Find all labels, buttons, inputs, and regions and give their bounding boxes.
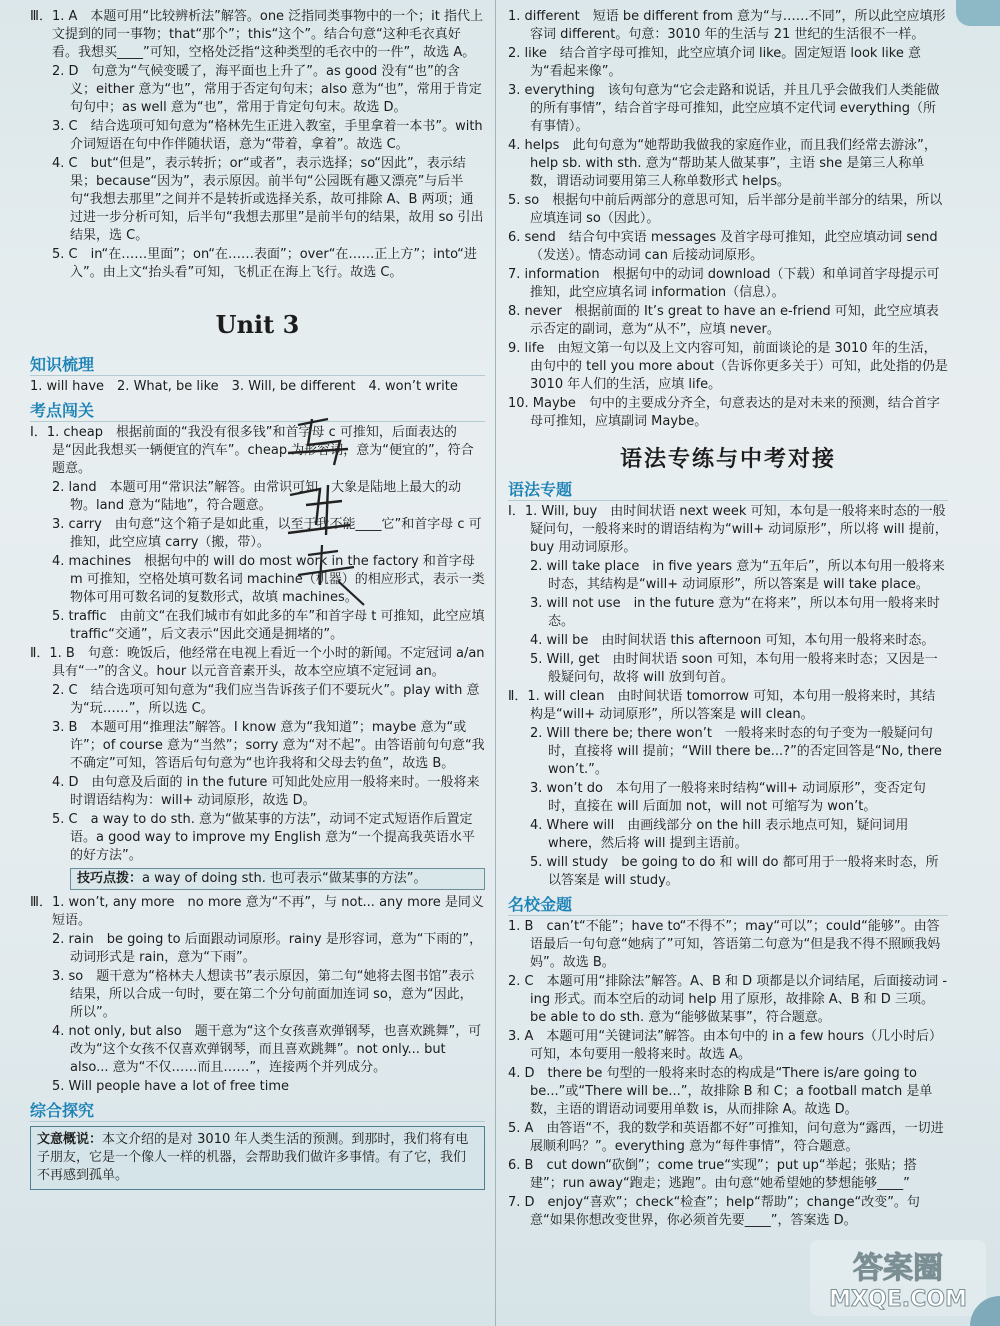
answers-reading [508,8,948,431]
answer-item: 5. so 根据句中前后两部分的意思可知，后半部分是前半部分的结果，所以应填连词 so（因此）。 [508,193,943,226]
watermark-top: 答案圈 [853,1251,943,1286]
section-comprehensive: 综合探究 [30,1102,485,1122]
tip-label: 技巧点拨： [77,871,143,886]
answer-item: 4. Where will 由画线部分 on the hill 表示地点可知，疑问词用 where，然后将 will 提到主语前。 [530,818,909,851]
answer-item: 4. machines 根据句中的 will do most work in the factory 和首字母 m 可推知，空格处填可数名词 machine（机器）的相应形式，表示一类物体可用可数名词的复数形式，故填 machines。 [52,554,485,605]
section-knowledge: 知识梳理 [30,356,485,376]
answer-item: 5. C in“在……里面”；on“在……表面”；over“在……正上方”；into“进入”。由上文“抬头看”可知，飞机正在海上飞行。故选 C。 [52,247,477,280]
grammar-title: 语法专练与中考对接 [619,447,836,472]
answer-item: 5. traffic 由前文“在我们城市有如此多的车”和首字母 t 可推知，此空应填 traffic“交通”，后文表示“因此交通是拥堵的”。 [52,609,485,642]
summary-label: 文意概说： [37,1132,103,1147]
answer-item: 4. C but“但是”，表示转折；or“或者”，表示选择；so“因此”，表示结果；because“因为”，表示原因。前半句“公园既有趣又漂亮”与后半句“我想去那里”之间并不是转折或选择关系，故可排除 A、B 两项；通过进一步分析可知，后半句“我想去那里”是前半句的结果，故用 so 引出结果，选 C。 [52,156,484,243]
answer-item: 2. rain be going to 后面跟动词原形。rainy 是形容词，意为“下雨的”，动词形式是 rain，意为“下雨”。 [52,932,483,965]
answer-item: 4. helps 此句句意为“她帮助我做我的家庭作业，而且我们经常去游泳”，help sb. with sth. 意为“帮助某人做某事”，主语 she 是第三人称单数，谓语动词要用第三人称单数形式 helps。 [508,138,937,189]
answer-item: 1. different 短语 be different from 意为“与……不同”，所以此空应填形容词 different。句意：3010 年的生活与 21 世纪的生活很不一样。 [508,9,946,42]
column-divider [495,0,496,1326]
unit-title: Unit 3 [215,310,300,339]
answer-item: 6. B cut down“砍倒”；come true“实现”；put up“举起；张贴；搭建”；run away“跑走；逃跑”。由句意“她希望她的梦想能够____” [508,1158,917,1191]
answer-item: 1. B can’t“不能”；have to“不得不”；may“可以”；could“能够”。由答语最后一句句意“她病了”可知，答语第二句意为“但是我不得不照顾我妈妈”。故选 B。 [508,919,941,970]
answer-item: 2. land 本题可用“常识法”解答。由常识可知，大象是陆地上最大的动物。land 意为“陆地”，符合题意。 [52,480,462,513]
answer-item: 8. never 根据前面的 It’s great to have an e-friend 可知，此空应填表示否定的副词，意为“从不”，应填 never。 [508,304,939,337]
answer-item: Ⅲ．1. won’t, any more no more 意为“不再”，与 not... any more 是同义短语。 [30,895,484,928]
tip-text: a way of doing sth. 也可表示“做某事的方法”。 [142,871,427,886]
section-famous-schools: 名校金题 [508,896,948,916]
answer-item: 3. carry 由句意“这个箱子是如此重，以至于我不能____它”和首字母 c 可推知，此空应填 carry（搬，带）。 [52,517,482,550]
answer-item: 2. C 结合选项可知句意为“我们应当告诉孩子们不要玩火”。play with 意为“玩……”，所以选 C。 [52,683,480,716]
answers-part3 [30,894,485,1096]
answer-item: 2. like 结合首字母可推知，此空应填介词 like。固定短语 look like 意为“看起来像”。 [508,46,921,79]
answer-item: 3. so 题干意为“格林夫人想读书”表示原因，第二句“她将去图书馆”表示结果，所以合成一句时，要在第二个分句前面加连词 so，意为“因此，所以”。 [52,969,475,1020]
answers-part1 [30,424,485,644]
answer-item: 3. A 本题可用“关键词法”解答。由本句中的 in a few hours（几小时后）可知，本句要用一般将来时。故选 A。 [508,1029,943,1062]
grammar-part1 [508,503,948,687]
watermark-bottom: MXQE.COM [829,1287,967,1312]
section-grammar: 语法专题 [508,481,948,501]
answer-item: 5. will study be going to do 和 will do 都可用于一般将来时态，所以答案是 will study。 [530,855,939,888]
answer-item: 5. Will, get 由时间状语 soon 可知，本句用一般将来时态；又因是一般疑问句，故将 will 放到句首。 [530,652,938,685]
answer-item: 2. D 句意为“气候变暖了，海平面也上升了”。as good 没有“也”的含义；either 意为“也”，常用于否定句句末；also 意为“也”，常用于肯定句句中；as well 意为“也”，常用于肯定句句末。故选 D。 [52,64,482,115]
knowledge-answers: 1. will have 2. What, be like 3. Will, be different 4. won’t write [30,379,458,394]
famous-school-answers [508,918,948,1230]
answer-item: Ⅰ．1. Will, buy 由时间状语 next week 可知，本句是一般将来时态的一般疑问句，一般将来时的谓语结构为“will+ 动词原形”，所以将 will 提前，buy 用动词原形。 [508,504,948,555]
answer-item: 7. information 根据句中的动词 download（下载）和单词首字母提示可推知，此空应填名词 information（信息）。 [508,267,940,300]
answer-item: 5. C a way to do sth. 意为“做某事的方法”，动词不定式短语作后置定语。a good way to improve my English 意为“一个提高我英语水平的好方法”。 [52,812,475,863]
answer-item: 6. send 结合句中宾语 messages 及首字母可推知，此空应填动词 send（发送）。情态动词 can 后接动词原形。 [508,230,938,263]
corner-tab [956,0,1000,26]
tip-box [70,868,485,890]
answers-part2 [30,645,485,865]
answer-item: 5. Will people have a lot of free time [52,1079,289,1094]
answer-item: 3. everything 该句句意为“它会走路和说话，并且几乎会做我们人类能做的所有事情”，结合首字母可推知，此空应填不定代词 everything（所有事情）。 [508,83,940,134]
answer-item: Ⅲ．1. A 本题可用“比较辨析法”解答。one 泛指同类事物中的一个；it 指代上文提到的同一事物；that“那个”；this“这个”。结合句意“这种毛衣真好看。我想买____”可知，空格处泛指“这种类型的毛衣中的一件”，故选 A。 [30,9,484,60]
grammar-part2 [508,688,948,890]
answer-item: 9. life 由短文第一句以及上文内容可知，前面谈论的是 3010 年的生活，由句中的 tell you more about（告诉你更多关于）可知，此处指的仍是 3010 年人们的生活，应填 life。 [508,341,948,392]
answer-item: 4. D 由句意及后面的 in the future 可知此处应用一般将来时。一般将来时谓语结构为：will+ 动词原形，故选 D。 [52,775,480,808]
answer-item: Ⅰ．1. cheap 根据前面的“我没有很多钱”和首字母 c 可推知，后面表达的是“因此我想买一辆便宜的汽车”。cheap 为形容词，意为“便宜的”，符合题意。 [30,425,474,476]
answer-item: 3. won’t do 本句用了一般将来时结构“will+ 动词原形”，变否定句时，直接在 will 后面加 not，will not 可缩写为 won’t。 [530,781,926,814]
answer-item: 10. Maybe 句中的主要成分齐全，句意表达的是对未来的预测，结合首字母可推知，应填副词 Maybe。 [508,396,940,429]
answer-item: 2. Will there be; there won’t 一般将来时态的句子变为一般疑问句时，直接将 will 提前；“Will there be...?”的否定回答是“No, there won’t.”。 [530,726,942,777]
answer-item: 3. B 本题可用“推理法”解答。I know 意为“我知道”；maybe 意为“或许”；of course 意为“当然”；sorry 意为“对不起”。由答语前句句意“我不确定”可知，答语后句句意为“也许我将和父母去钓鱼”，故选 B。 [52,720,485,771]
answer-item: 4. not only, but also 题干意为“这个女孩喜欢弹钢琴，也喜欢跳舞”，可改为“这个女孩不仅喜欢弹钢琴，而且喜欢跳舞”。not only... but also... 意为“不仅……而且……”，连接两个并列成分。 [52,1024,482,1075]
answer-item: 4. will be 由时间状语 this afternoon 可知，本句用一般将来时态。 [530,633,935,648]
summary-box [30,1126,485,1190]
answer-item: 3. C 结合选项可知句意为“格林先生正进入教室，手里拿着一本书”。with 介词短语在句中作伴随状语，意为“带着，拿着”。故选 C。 [52,119,483,152]
answer-item: 7. D enjoy“喜欢”；check“检查”；help“帮助”；change“改变”。句意“如果你想改变世界，你必须首先要____”，答案选 D。 [508,1195,920,1228]
left-column [30,8,485,1190]
right-column [508,8,948,1231]
answer-item: 5. A 由答语“不，我的数学和英语都不好”可推知，问句意为“露西，一切进展顺利吗？”。everything 意为“每件事情”，符合题意。 [508,1121,944,1154]
answer-item: 3. will not use in the future 意为“在将来”，所以本句用一般将来时态。 [530,596,940,629]
answer-item: Ⅱ．1. will clean 由时间状语 tomorrow 可知，本句用一般将来时，其结构是“will+ 动词原形”，所以答案是 will clean。 [508,689,936,722]
site-watermark-logo [810,1240,986,1316]
section-checkpoints: 考点闯关 [30,402,485,422]
answer-item: 4. D there be 句型的一般将来时态的构成是“There is/are going to be...”或“There will be...”，故排除 B 和 C；a football match 是单数，主语的谓语动词要用单数 is，从而排除 A。故选 D。 [508,1066,933,1117]
answer-item: Ⅱ．1. B 句意：晚饭后，他经常在电视上看近一个小时的新闻。不定冠词 a/an 具有“一”的含义。hour 以元音音素开头，故本空应填不定冠词 an。 [30,646,485,679]
answers-part3a [30,8,485,282]
summary-text: 本文介绍的是对 3010 年人类生活的预测。到那时，我们将有电子朋友，它是一个像人一样的机器，会帮助我们做许多事情。有了它，我们不再感到孤单。 [37,1132,469,1183]
answer-item: 2. C 本题可用“排除法”解答。A、B 和 D 项都是以介词结尾，后面接动词 -ing 形式。而本空后的动词 help 用了原形，故排除 A、B 和 D 三项。be able to do sth. 意为“能够做某事”，符合题意。 [508,974,948,1025]
answer-item: 2. will take place in five years 意为“五年后”，所以本句用一般将来时态，其结构是“will+ 动词原形”，所以答案是 will take place。 [530,559,945,592]
